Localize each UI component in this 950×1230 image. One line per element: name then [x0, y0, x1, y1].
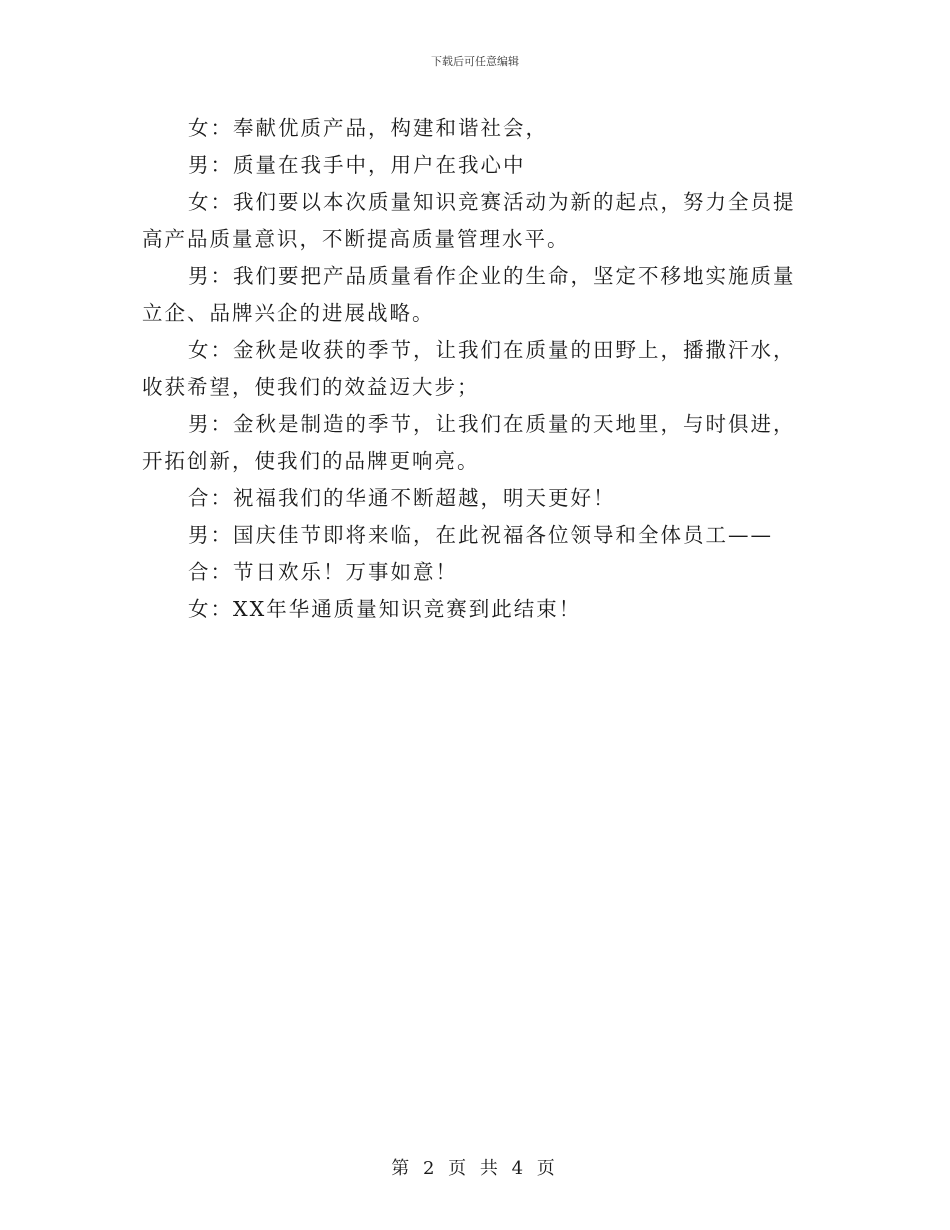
paragraph: 男：我们要把产品质量看作企业的生命，坚定不移地实施质量立企、品牌兴企的进展战略。 — [142, 264, 796, 325]
paragraph: 女：金秋是收获的季节，让我们在质量的田野上，播撒汗水，收获希望，使我们的效益迈大步； — [142, 338, 796, 399]
page-number-footer: 第 2 页 共 4 页 — [391, 1158, 559, 1179]
paragraph: 女：XX年华通质量知识竞赛到此结束！ — [188, 597, 582, 621]
paragraph: 女：我们要以本次质量知识竞赛活动为新的起点，努力全员提高产品质量意识，不断提高质量管理水平。 — [142, 190, 796, 251]
paragraph: 男：国庆佳节即将来临，在此祝福各位领导和全体员工—— — [188, 523, 773, 547]
page-header-note: 下载后可任意编辑 — [431, 55, 519, 68]
paragraph: 女：奉献优质产品，构建和谐社会， — [188, 116, 548, 140]
paragraph: 合：节日欢乐！万事如意！ — [188, 560, 458, 584]
document-body — [142, 110, 802, 628]
paragraph: 合：祝福我们的华通不断超越，明天更好！ — [188, 486, 616, 510]
paragraph: 男：质量在我手中，用户在我心中 — [188, 153, 526, 177]
paragraph: 男：金秋是制造的季节，让我们在质量的天地里，与时俱进，开拓创新，使我们的品牌更响亮。 — [142, 412, 796, 473]
